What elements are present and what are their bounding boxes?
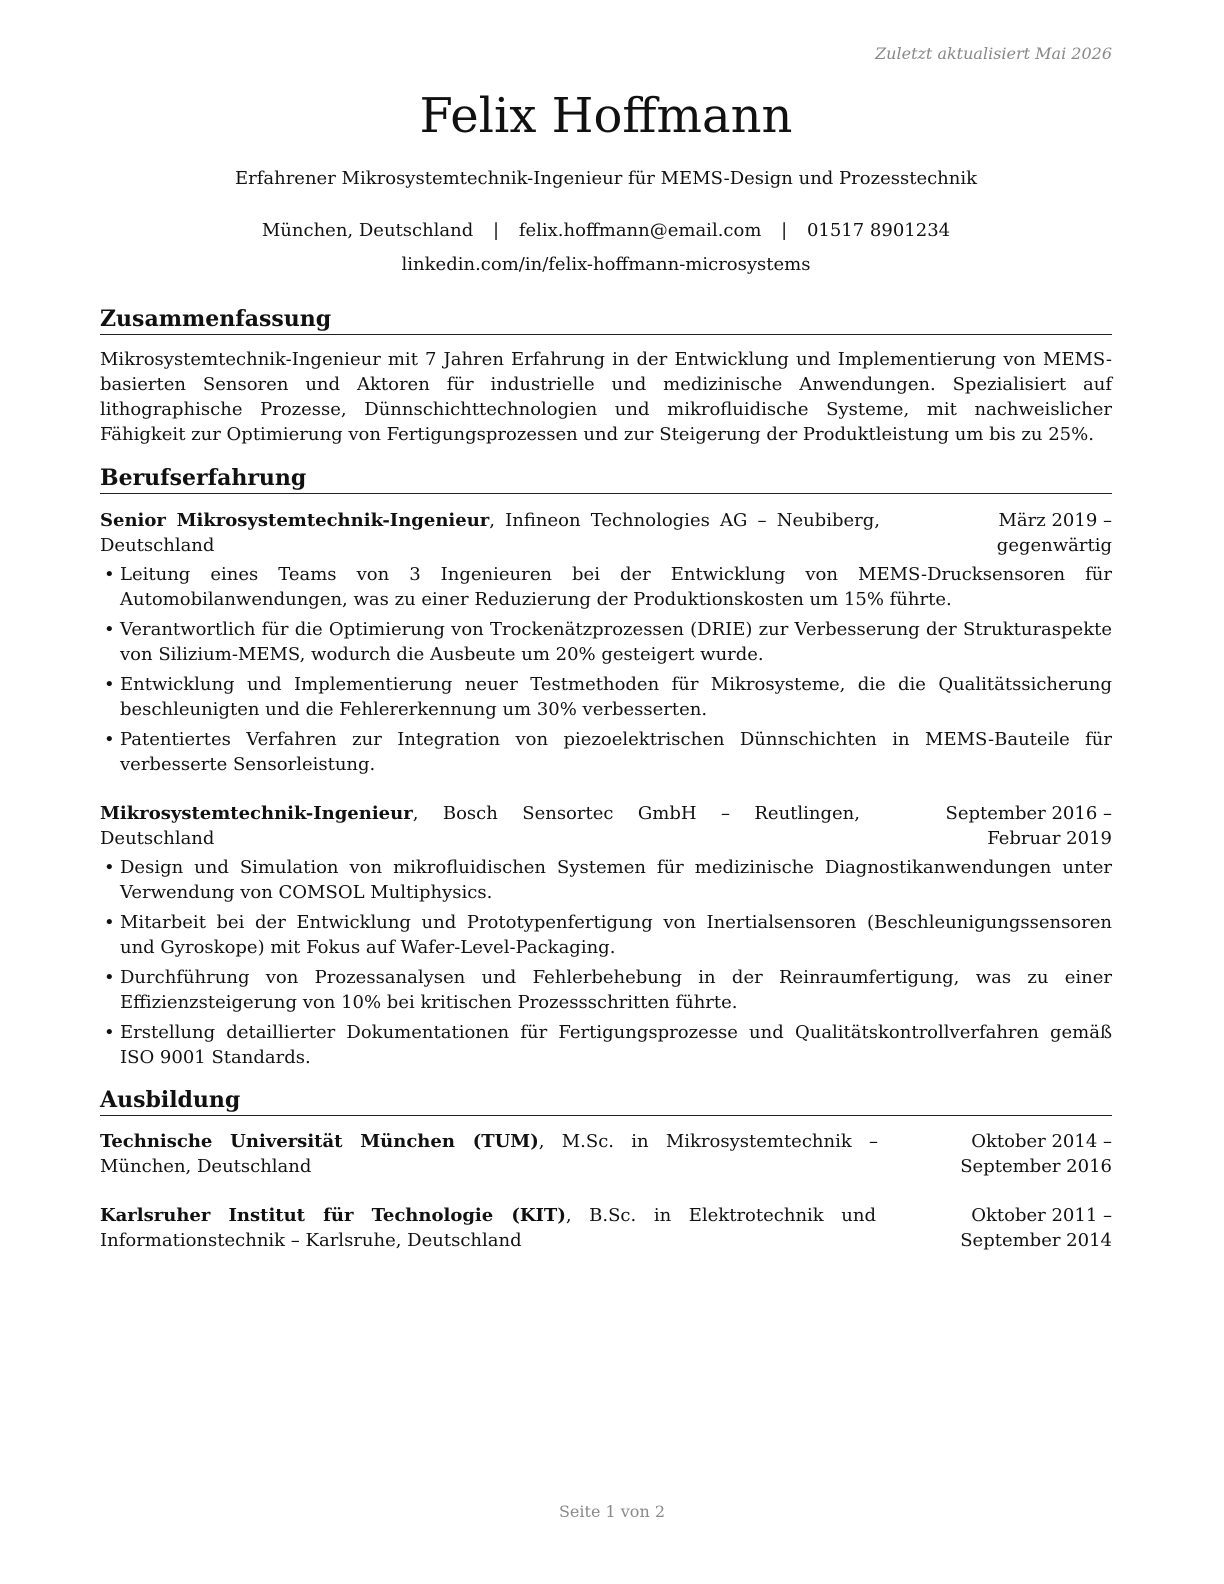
list-item: • Erstellung detaillierter Dokumentationen für Fertigungsprozesse und Qualitätskontrollverfahren gemäß ISO 9001 Standards. <box>104 1022 1112 1068</box>
job-role: Mikrosystemtechnik-Ingenieur <box>100 803 413 824</box>
email-link[interactable]: felix.hoffmann@email.com <box>518 220 762 241</box>
list-item: • Patentiertes Verfahren zur Integration von piezoelektrischen Dünnschichten in MEMS-Bauteile für verbesserte Sensorleistung. <box>104 729 1112 775</box>
phone: 01517 8901234 <box>806 220 951 241</box>
job-header <box>100 801 1112 851</box>
education-dates: Oktober 2014 – September 2016 <box>960 1131 1112 1177</box>
education-title <box>100 1203 876 1253</box>
section-title-summary: Zusammenfassung <box>100 304 1112 335</box>
summary-text: Mikrosystemtechnik-Ingenieur mit 7 Jahren Erfahrung in der Entwicklung und Implementierung von MEMS-basierten Sensoren und Aktoren für industrielle und medizinische Anwendungen. Spezialisiert auf lithographische Prozesse, Dünnschichttechnologien und mikrofluidische Systeme, mit nachweislicher Fähigkeit zur Optimierung von Fertigungsprozessen und zur Steigerung der Produktleistung um bis zu 25%. <box>100 349 1112 445</box>
separator: | <box>781 220 788 241</box>
education-detail: , B.Sc. in Elektrotechnik und Informationstechnik – Karlsruhe, Deutschland <box>100 1205 876 1251</box>
job-bullets <box>100 855 1112 1075</box>
section-title-education: Ausbildung <box>100 1085 1112 1116</box>
job-title <box>100 801 860 851</box>
job-header <box>100 508 1112 558</box>
job-company: , Bosch Sensortec GmbH – Reutlingen, Deutschland <box>100 803 860 849</box>
section-title-experience: Berufserfahrung <box>100 463 1112 494</box>
tagline: Erfahrener Mikrosystemtechnik-Ingenieur für MEMS-Design und Prozesstechnik <box>234 168 978 189</box>
education-school: Technische Universität München (TUM) <box>100 1131 539 1152</box>
list-item: • Mitarbeit bei der Entwicklung und Prototypenfertigung von Inertialsensoren (Beschleunigungssensoren und Gyroskope) mit Fokus auf Wafer-Level-Packaging. <box>104 912 1112 958</box>
separator: | <box>493 220 500 241</box>
page-number: Seite 1 von 2 <box>558 1502 666 1521</box>
job-title <box>100 508 880 558</box>
education-detail: , M.Sc. in Mikrosystemtechnik – München, Deutschland <box>100 1131 878 1177</box>
linkedin-link[interactable]: linkedin.com/in/felix-hoffmann-microsystems <box>401 254 811 275</box>
education-entry <box>100 1203 1112 1253</box>
list-item: • Durchführung von Prozessanalysen und Fehlerbehebung in der Reinraumfertigung, was zu einer Effizienzsteigerung von 10% bei kritischen Prozessschritten führte. <box>104 967 1112 1013</box>
list-item: • Entwicklung und Implementierung neuer Testmethoden für Mikrosysteme, die die Qualitätssicherung beschleunigten und die Fehlererkennung um 30% verbesserten. <box>104 674 1112 720</box>
list-item: • Leitung eines Teams von 3 Ingenieuren bei der Entwicklung von MEMS-Drucksensoren für Automobilanwendungen, was zu einer Reduzierung der Produktionskosten um 15% führte. <box>104 564 1112 610</box>
education-entry <box>100 1129 1112 1179</box>
contact-line <box>100 220 1112 241</box>
last-updated: Zuletzt aktualisiert Mai 2026 <box>875 44 1112 63</box>
education-dates: Oktober 2011 – September 2014 <box>960 1205 1112 1251</box>
location: München, Deutschland <box>261 220 474 241</box>
education-school: Karlsruher Institut für Technologie (KIT) <box>100 1205 566 1226</box>
job-dates: September 2016 – Februar 2019 <box>945 803 1112 849</box>
job-company: , Infineon Technologies AG – Neubiberg, Deutschland <box>100 510 880 556</box>
job-bullets <box>100 562 1112 782</box>
job-role: Senior Mikrosystemtechnik-Ingenieur <box>100 510 490 531</box>
list-item: • Design und Simulation von mikrofluidischen Systemen für medizinische Diagnostikanwendungen unter Verwendung von COMSOL Multiphysics. <box>104 857 1112 903</box>
list-item: • Verantwortlich für die Optimierung von Trockenätzprozessen (DRIE) zur Verbesserung der Strukturaspekte von Silizium-MEMS, wodurch die Ausbeute um 20% gesteigert wurde. <box>104 619 1112 665</box>
education-title <box>100 1129 878 1179</box>
job-dates: März 2019 – gegenwärtig <box>996 510 1112 556</box>
candidate-name: Felix Hoffmann <box>419 88 793 144</box>
